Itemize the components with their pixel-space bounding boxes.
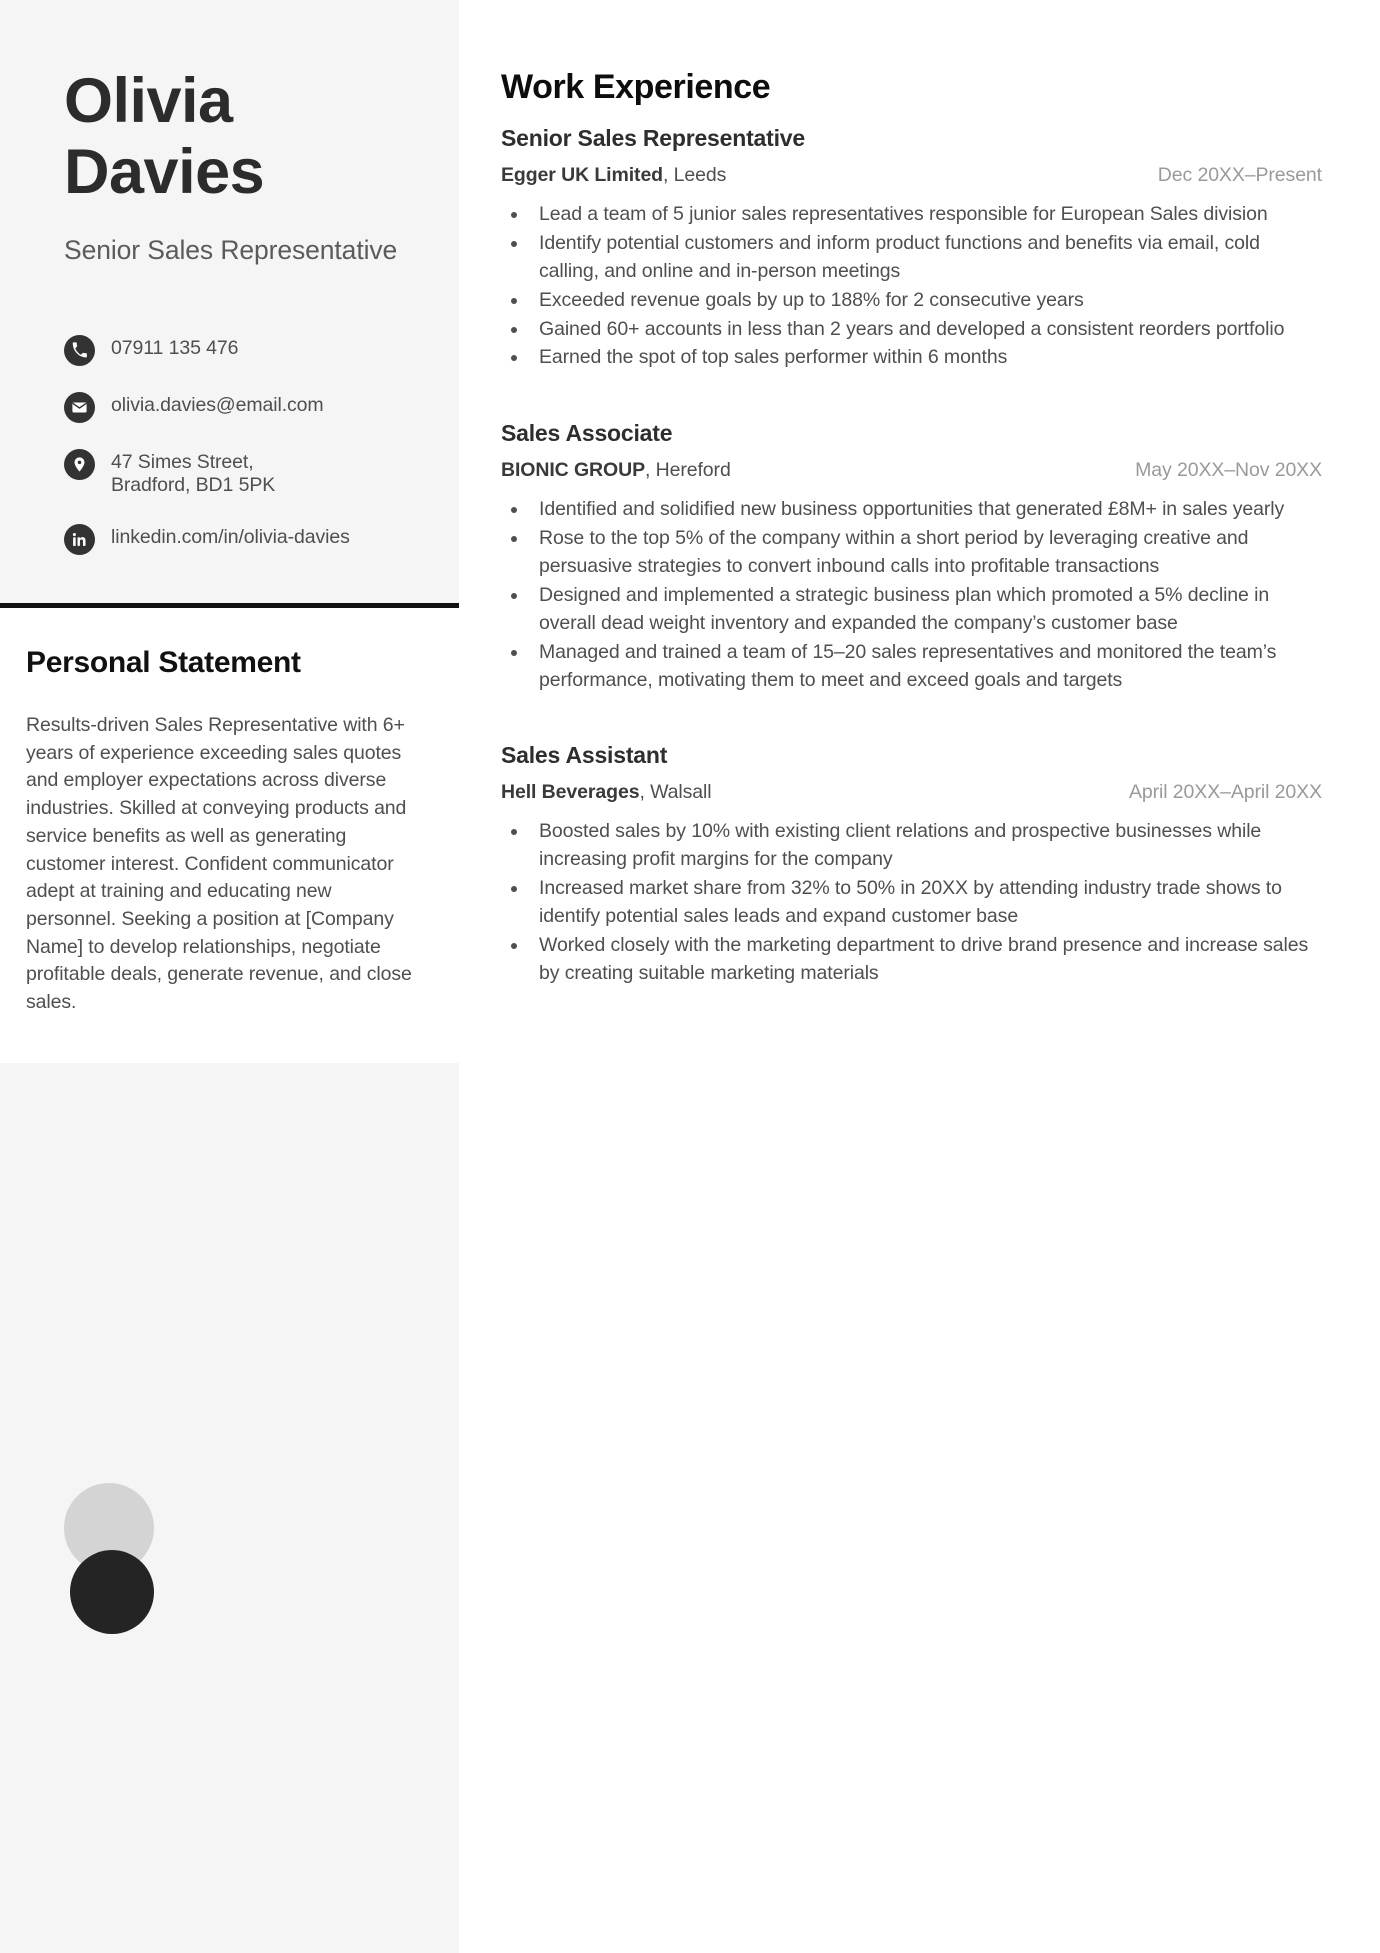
last-name: Davies [64, 137, 265, 208]
job-company [501, 781, 712, 804]
contact-email[interactable] [64, 391, 419, 423]
job-meta [501, 459, 1322, 482]
contact-email-value: olivia.davies@email.com [111, 393, 324, 416]
decorative-circle-dark [70, 1550, 154, 1634]
job-meta [501, 164, 1322, 187]
first-name: Olivia [64, 66, 233, 136]
email-icon [64, 392, 95, 423]
job-bullet: Lead a team of 5 junior sales representatives responsible for European Sales division [501, 201, 1322, 229]
job-organisation: BIONIC GROUP [501, 459, 645, 482]
candidate-name [64, 66, 419, 208]
section-title-work-experience: Work Experience [501, 68, 771, 106]
location-pin-icon [64, 449, 95, 480]
job-location: , Walsall [639, 781, 712, 804]
job-bullet-list [501, 496, 1322, 694]
sidebar-content [0, 0, 459, 555]
job-bullet: Gained 60+ accounts in less than 2 years and developed a consistent reorders portfolio [501, 316, 1322, 344]
work-experience-list [501, 125, 1322, 988]
personal-statement-card [0, 608, 459, 1063]
address-line-2: Bradford, BD1 5PK [111, 474, 276, 497]
job-bullet: Exceeded revenue goals by up to 188% for 2 consecutive years [501, 287, 1322, 315]
phone-icon [64, 335, 95, 366]
work-experience-entry [501, 125, 1322, 372]
personal-statement-heading: Personal Statement [26, 646, 301, 680]
job-bullet: Increased market share from 32% to 50% in 20XX by attending industry trade shows to identify potential sales leads and expand customer base [501, 875, 1322, 931]
job-company [501, 164, 726, 187]
job-meta [501, 781, 1322, 804]
job-bullet: Boosted sales by 10% with existing client relations and prospective businesses while increasing profit margins for the company [501, 818, 1322, 874]
job-bullet: Rose to the top 5% of the company within a short period by leveraging creative and persuasive strategies to convert inbound calls into profitable transactions [501, 525, 1322, 581]
job-bullet: Earned the spot of top sales performer within 6 months [501, 344, 1322, 372]
job-role: Senior Sales Representative [501, 125, 805, 151]
sidebar [0, 0, 459, 1953]
address-line-1: 47 Simes Street, [111, 450, 254, 473]
contact-phone-value: 07911 135 476 [111, 336, 239, 359]
job-dates: April 20XX–April 20XX [1128, 781, 1322, 804]
job-bullet: Identify potential customers and inform product functions and benefits via email, cold calling, and online and in-person meetings [501, 230, 1322, 286]
job-location: , Leeds [663, 164, 727, 186]
job-company [501, 459, 731, 482]
personal-statement-body: Results-driven Sales Representative with 6+ years of experience exceeding sales quotes and employer expectations across diverse industries. Skilled at conveying products and service benefits as well as generating customer interest. Confident communicator adept at training and educating new personnel. Seeking a position at [Company Name] to develop relationships, negotiate profitable deals, generate revenue, and close sales. [26, 714, 412, 1013]
job-bullet: Managed and trained a team of 15–20 sales representatives and monitored the team’s performance, motivating them to meet and exceed goals and targets [501, 639, 1322, 695]
work-experience-entry [501, 420, 1322, 694]
candidate-job-title: Senior Sales Representative [64, 235, 398, 266]
job-organisation: Egger UK Limited [501, 164, 663, 186]
job-organisation: Hell Beverages [501, 781, 640, 804]
job-location: , Hereford [644, 459, 731, 482]
job-bullet: Designed and implemented a strategic business plan which promoted a 5% decline in overall dead weight inventory and expanded the company’s customer base [501, 582, 1322, 638]
job-role: Sales Assistant [501, 742, 668, 769]
job-bullet-list [501, 818, 1322, 987]
contact-address-value [111, 448, 275, 499]
contact-linkedin-value: linkedin.com/in/olivia-davies [111, 526, 350, 549]
job-dates: May 20XX–Nov 20XX [1135, 459, 1322, 482]
linkedin-icon [64, 524, 95, 555]
contact-list [64, 334, 419, 556]
main-content [459, 0, 1380, 1953]
contact-address [64, 448, 419, 499]
work-experience-entry [501, 742, 1322, 987]
job-bullet: Identified and solidified new business opportunities that generated £8M+ in sales yearly [501, 496, 1322, 524]
job-bullet-list [501, 201, 1322, 372]
decorative-circles [64, 1483, 154, 1643]
job-bullet: Worked closely with the marketing department to drive brand presence and increase sales by creating suitable marketing materials [501, 932, 1322, 988]
job-dates: Dec 20XX–Present [1157, 164, 1322, 186]
contact-phone[interactable] [64, 334, 419, 366]
job-role: Sales Associate [501, 420, 673, 447]
contact-linkedin[interactable] [64, 523, 419, 555]
